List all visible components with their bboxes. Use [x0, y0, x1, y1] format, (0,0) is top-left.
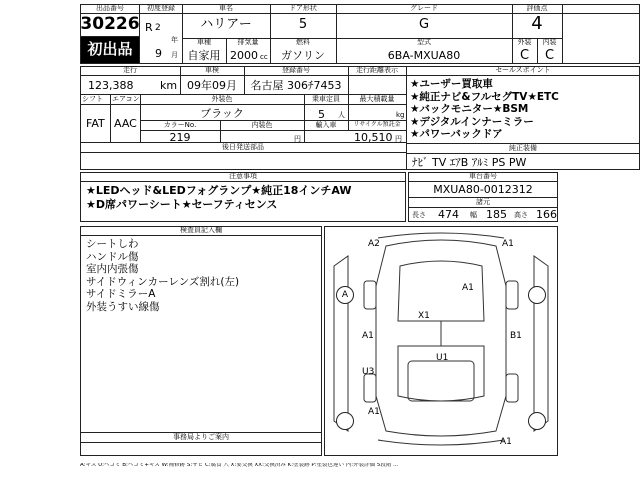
- office-label: 事務局よりご案内: [173, 433, 229, 441]
- chassis-number: MXUA80-0012312: [433, 183, 533, 196]
- divider: [562, 4, 563, 64]
- front-bumper: [378, 233, 504, 238]
- damage-a1-hood: A1: [462, 283, 474, 293]
- recycle-label: リサイクル預託金: [353, 121, 401, 128]
- plate: 名古屋 306ﾁ7453: [250, 79, 342, 92]
- right-side-view: [534, 256, 548, 431]
- lot-number: 30226: [80, 14, 140, 34]
- car-type: 自家用: [187, 49, 221, 62]
- damage-a1-rear-left: A1: [368, 407, 380, 417]
- divider: [80, 235, 322, 236]
- damage-a1-left: A1: [362, 331, 374, 341]
- height: 166: [536, 208, 557, 221]
- sales-point: ★純正ナビ&フルセグTV★ETC: [410, 90, 559, 103]
- aircon-label: エアコン: [112, 95, 140, 103]
- divider: [80, 75, 406, 76]
- era-year: 2: [155, 23, 161, 33]
- sales-point: ★ユーザー買取車: [410, 78, 493, 90]
- wheel-fl: [364, 281, 376, 309]
- reg-month: 9: [155, 47, 162, 60]
- wheel-marker-right: [528, 286, 546, 304]
- cc-unit: cc: [260, 53, 268, 61]
- car-name: ハリアー: [200, 17, 252, 32]
- load-unit: kg: [396, 111, 405, 119]
- body-color: ブラック: [200, 107, 244, 120]
- mileage-status-label: 走行距離表示: [356, 66, 398, 74]
- first-reg-label: 初度登録: [147, 4, 175, 12]
- rear-window: [408, 361, 474, 401]
- inspection-label: 検査員記入欄: [180, 226, 222, 234]
- note-line: ★LEDヘッド&LEDフォグランプ★純正18インチAW: [86, 184, 352, 197]
- wheel-rr: [506, 374, 518, 402]
- divider: [110, 94, 111, 142]
- wheel-marker-left: A: [336, 286, 354, 304]
- score: 4: [531, 13, 543, 34]
- divider: [406, 66, 407, 170]
- left-side-view: [334, 256, 348, 431]
- divider: [80, 152, 406, 153]
- capacity: 5: [318, 108, 325, 121]
- year-unit: 年: [171, 36, 178, 44]
- recycle-unit-marker: 円: [294, 135, 301, 143]
- inspection-item: サイドミラーA: [86, 288, 156, 300]
- fuel: ガソリン: [281, 49, 325, 62]
- later-parts-label: 後日発送部品: [222, 143, 264, 151]
- score-label: 評価点: [526, 4, 548, 12]
- damage-a2: A2: [368, 239, 380, 249]
- divider: [80, 442, 322, 443]
- rear-bumper: [378, 440, 504, 445]
- load-label: 最大積載量: [359, 95, 395, 103]
- mileage: 123,388: [88, 79, 134, 92]
- wheel-marker-rear-left: [336, 412, 354, 430]
- wheel-marker-rear-right: [528, 412, 546, 430]
- sales-point: ★バックモニター★BSM: [410, 103, 529, 115]
- wheel-rl: [364, 374, 376, 402]
- inspection-item: 外装うすい線傷: [86, 300, 160, 313]
- inspection-label: 車検: [205, 66, 219, 74]
- inspection-date: 09年09月: [187, 79, 237, 92]
- doors-label: ドア形状: [289, 4, 317, 12]
- aircon: AAC: [114, 117, 137, 130]
- color-no-label: カラーNo.: [163, 121, 197, 129]
- dims-label: 諸元: [476, 198, 490, 206]
- fuel-label: 燃料: [296, 38, 310, 46]
- model-code: 6BA-MXUA80: [387, 49, 461, 62]
- ext-score: C: [519, 48, 530, 63]
- width-label: 幅: [470, 211, 477, 219]
- damage-a1-front-right: A1: [502, 239, 514, 249]
- inspection-item: ハンドル傷: [86, 250, 139, 263]
- plate-label: 登録番号: [282, 66, 310, 74]
- grade: G: [418, 17, 430, 32]
- damage-u3: U3: [362, 367, 375, 377]
- shift: FAT: [86, 117, 105, 130]
- damage-u1: U1: [436, 353, 449, 363]
- color-no: 219: [169, 131, 191, 144]
- recycle-amount: 10,510: [354, 131, 393, 144]
- damage-x1: X1: [418, 311, 430, 321]
- sales-points-label: セールスポイント: [495, 66, 551, 74]
- note-line: ★D席パワーシート★セーフティセンス: [86, 198, 278, 211]
- first-listing-text: 初出品: [87, 40, 133, 58]
- divider: [80, 181, 406, 182]
- divider: [80, 13, 640, 14]
- mileage-label: 走行: [123, 66, 137, 74]
- type-label: 車種: [197, 38, 211, 46]
- inspection-item: サイドウィンカーレンズ割れ(左): [86, 275, 240, 288]
- inspection-list: [86, 238, 239, 313]
- import-label: 輸入車: [315, 121, 337, 129]
- int-color-label: 内装色: [251, 121, 273, 129]
- sales-points-list: [410, 78, 559, 141]
- wheel-fr: [506, 281, 518, 309]
- divider: [80, 104, 406, 105]
- notes-label: 注意事項: [229, 172, 257, 180]
- doors: 5: [298, 17, 308, 32]
- equipment-list: ﾅﾋﾞ TV ｴｱB ｱﾙﾐ PS PW: [412, 156, 527, 169]
- damage-a1-rear-right: A1: [500, 437, 512, 447]
- inspection-item: シートしわ: [86, 238, 139, 250]
- ext-label: 外装: [517, 38, 532, 46]
- equipment-label: 純正装備: [509, 144, 537, 152]
- recycle-unit: 円: [395, 135, 402, 143]
- divider: [408, 181, 558, 182]
- legend-footer: A:キズ U:ヘコミ B:ヘコミ+キズ W:補修跡 S:サビ C:腐食 穴 X:要交換 XX:交換済み K:塗装跡 P:塗装色違い 内:外装評価 5段階 ...: [80, 463, 399, 468]
- color-label: 外装色: [211, 95, 233, 103]
- divider: [406, 75, 640, 76]
- divider: [406, 153, 640, 154]
- int-label: 内装: [542, 38, 557, 46]
- model-label: 型式: [417, 38, 431, 46]
- lot-label: 出品番号: [96, 4, 124, 12]
- inspection-item: 室内内張傷: [86, 263, 139, 275]
- height-label: 高さ: [514, 211, 528, 219]
- capacity-unit: 人: [338, 111, 345, 119]
- era: R: [145, 21, 153, 34]
- car-diagram: [324, 226, 558, 456]
- grade-label: グレード: [410, 4, 438, 12]
- mileage-unit: km: [160, 79, 178, 92]
- width: 185: [486, 208, 507, 221]
- length: 474: [438, 208, 459, 221]
- capacity-label: 乗車定員: [312, 95, 340, 103]
- month-unit: 月: [171, 51, 178, 59]
- int-score: C: [544, 48, 555, 63]
- sales-point: ★デジタルインナーミラー: [410, 115, 534, 128]
- cc-label: 排気量: [237, 38, 259, 46]
- chassis-label: 車台番号: [469, 172, 497, 180]
- sales-point: ★パワーバックドア: [410, 128, 503, 140]
- damage-b1-right: B1: [510, 331, 522, 341]
- name-label: 車名: [219, 4, 233, 12]
- length-label: 長さ: [412, 211, 426, 219]
- engine-cc: 2000: [230, 49, 258, 62]
- shift-label: シフト: [82, 95, 103, 103]
